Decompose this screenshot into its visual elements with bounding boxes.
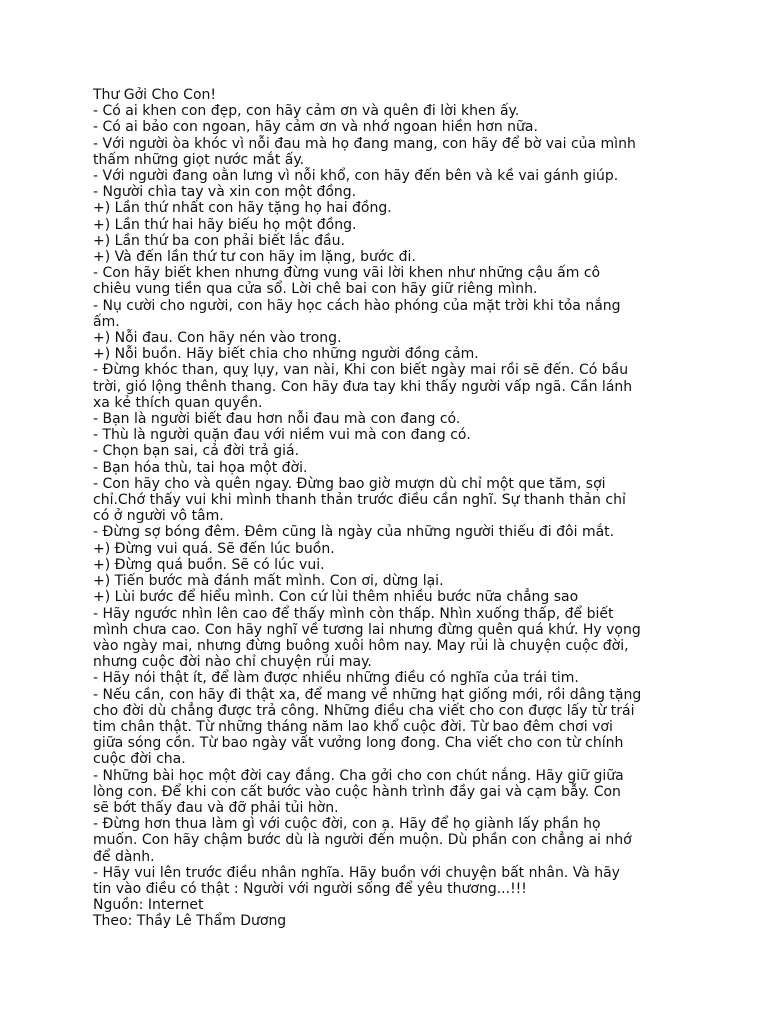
text-line: - Với người đang oằn lưng vì nỗi khổ, con hãy đến bên và kề vai gánh giúp. bbox=[93, 168, 619, 185]
text-line: - Hãy ngước nhìn lên cao để thấy mình còn thấp. Nhìn xuống thấp, để biết bbox=[93, 605, 614, 622]
text-line: giữa sóng cồn. Từ bao ngày vất vưởng long đong. Cha viết cho con từ chính bbox=[93, 735, 624, 752]
text-line: mình chưa cao. Con hãy nghĩ về tương lai nhưng đừng quên quá khứ. Hy vọng bbox=[93, 621, 641, 638]
text-line: tim chân thật. Từ những tháng năm lao khổ cuộc đời. Từ bao đêm chơi vơi bbox=[93, 718, 613, 735]
text-line: +) Lần thứ nhất con hãy tặng họ hai đồng. bbox=[93, 200, 392, 217]
text-line: xa kẻ thích quan quyền. bbox=[93, 394, 263, 411]
text-line: muốn. Con hãy chậm bước dù là người đến muộn. Dù phần con chẳng ai nhớ bbox=[93, 832, 632, 849]
text-line: - Nếu cần, con hãy đi thật xa, để mang về những hạt giống mới, rồi dâng tặng bbox=[93, 686, 642, 703]
text-line: - Hãy nói thật ít, để làm được nhiều những điều có nghĩa của trái tim. bbox=[93, 670, 579, 687]
document-body bbox=[93, 87, 713, 930]
text-line: ấm. bbox=[93, 313, 120, 330]
text-line: +) Nỗi buồn. Hãy biết chia cho những người đồng cảm. bbox=[93, 346, 479, 363]
text-line: - Con hãy biết khen nhưng đừng vung vãi lời khen như những cậu ấm cô bbox=[93, 265, 601, 282]
text-line: +) Nỗi đau. Con hãy nén vào trong. bbox=[93, 330, 342, 347]
text-line: trời, gió lộng thênh thang. Con hãy đưa tay khi thấy người vấp ngã. Cần lánh bbox=[93, 378, 633, 395]
text-line: +) Lần thứ ba con phải biết lắc đầu. bbox=[93, 232, 345, 249]
text-line: +) Đừng vui quá. Sẽ đến lúc buồn. bbox=[93, 540, 335, 557]
text-line: - Thù là người quặn đau với niềm vui mà con đang có. bbox=[93, 427, 471, 444]
text-line: vào ngày mai, nhưng đừng buông xuôi hôm nay. May rủi là chuyện cuộc đời, bbox=[93, 637, 629, 654]
text-line: - Hãy vui lên trước điều nhân nghĩa. Hãy buồn với chuyện bất nhân. Và hãy bbox=[93, 864, 620, 881]
text-line: chiêu vung tiền qua cửa sổ. Lời chê bai con hãy giữ riêng mình. bbox=[93, 281, 538, 298]
text-line: - Với người òa khóc vì nỗi đau mà họ đang mang, con hãy để bờ vai của mình bbox=[93, 135, 636, 152]
text-line: tin vào điều có thật : Người với người sống để yêu thương...!!! bbox=[93, 880, 527, 897]
text-line: - Con hãy cho và quên ngay. Đừng bao giờ mượn dù chỉ một que tăm, sợi bbox=[93, 475, 606, 492]
text-line: cuộc đời cha. bbox=[93, 751, 186, 768]
text-line: Nguồn: Internet bbox=[93, 897, 204, 914]
text-line: +) Lần thứ hai hãy biếu họ một đồng. bbox=[93, 216, 357, 233]
text-line: +) Tiến bước mà đánh mất mình. Con ơi, dừng lại. bbox=[93, 573, 444, 590]
text-line: - Bạn là người biết đau hơn nỗi đau mà con đang có. bbox=[93, 411, 461, 428]
text-line: - Đừng khóc than, quỵ lụy, van nài, Khi con biết ngày mai rồi sẽ đến. Có bầu bbox=[93, 362, 629, 379]
text-line: - Đừng hơn thua làm gì với cuộc đời, con ạ. Hãy để họ giành lấy phần họ bbox=[93, 816, 601, 833]
document-title: Thư Gởi Cho Con! bbox=[93, 87, 216, 103]
text-line: - Người chìa tay và xin con một đồng. bbox=[93, 184, 357, 201]
text-line: có ở người vô tâm. bbox=[93, 508, 224, 525]
text-line: +) Và đến lần thứ tư con hãy im lặng, bước đi. bbox=[93, 249, 416, 266]
text-line: chỉ.Chớ thấy vui khi mình thanh thản trước điều cần nghĩ. Sự thanh thản chỉ bbox=[93, 492, 626, 509]
text-line: sẽ bớt thấy đau và đỡ phải tủi hờn. bbox=[93, 799, 339, 816]
text-line: - Đừng sợ bóng đêm. Đêm cũng là ngày của những người thiếu đi đôi mắt. bbox=[93, 524, 615, 541]
text-line: - Có ai bảo con ngoan, hãy cảm ơn và nhớ ngoan hiền hơn nữa. bbox=[93, 119, 538, 136]
text-line: lòng con. Để khi con cất bước vào cuộc hành trình đầy gai và cạm bẫy. Con bbox=[93, 783, 621, 800]
text-line: nhưng cuộc đời nào chỉ chuyện rủi may. bbox=[93, 654, 372, 671]
text-line: thấm những giọt nước mắt ấy. bbox=[93, 151, 305, 168]
text-line: - Những bài học một đời cay đắng. Cha gởi cho con chút nắng. Hãy giữ giữa bbox=[93, 767, 624, 784]
text-line: +) Đừng quá buồn. Sẽ có lúc vui. bbox=[93, 556, 325, 573]
text-line: Theo: Thầy Lê Thẩm Dương bbox=[93, 913, 287, 930]
text-line: +) Lùi bước để hiểu mình. Con cứ lùi thêm nhiều bước nữa chẳng sao bbox=[93, 589, 579, 606]
text-line: - Chọn bạn sai, cả đời trả giá. bbox=[93, 443, 300, 460]
text-line: - Bạn hóa thù, tai họa một đời. bbox=[93, 459, 308, 476]
text-line: - Có ai khen con đẹp, con hãy cảm ơn và quên đi lời khen ấy. bbox=[93, 103, 520, 120]
text-line: để dành. bbox=[93, 848, 155, 865]
text-line: cho đời dù chẳng được trả công. Những điều cha viết cho con được lấy từ trái bbox=[93, 702, 635, 719]
text-line: - Nụ cười cho người, con hãy học cách hào phóng của mặt trời khi tỏa nắng bbox=[93, 297, 621, 314]
